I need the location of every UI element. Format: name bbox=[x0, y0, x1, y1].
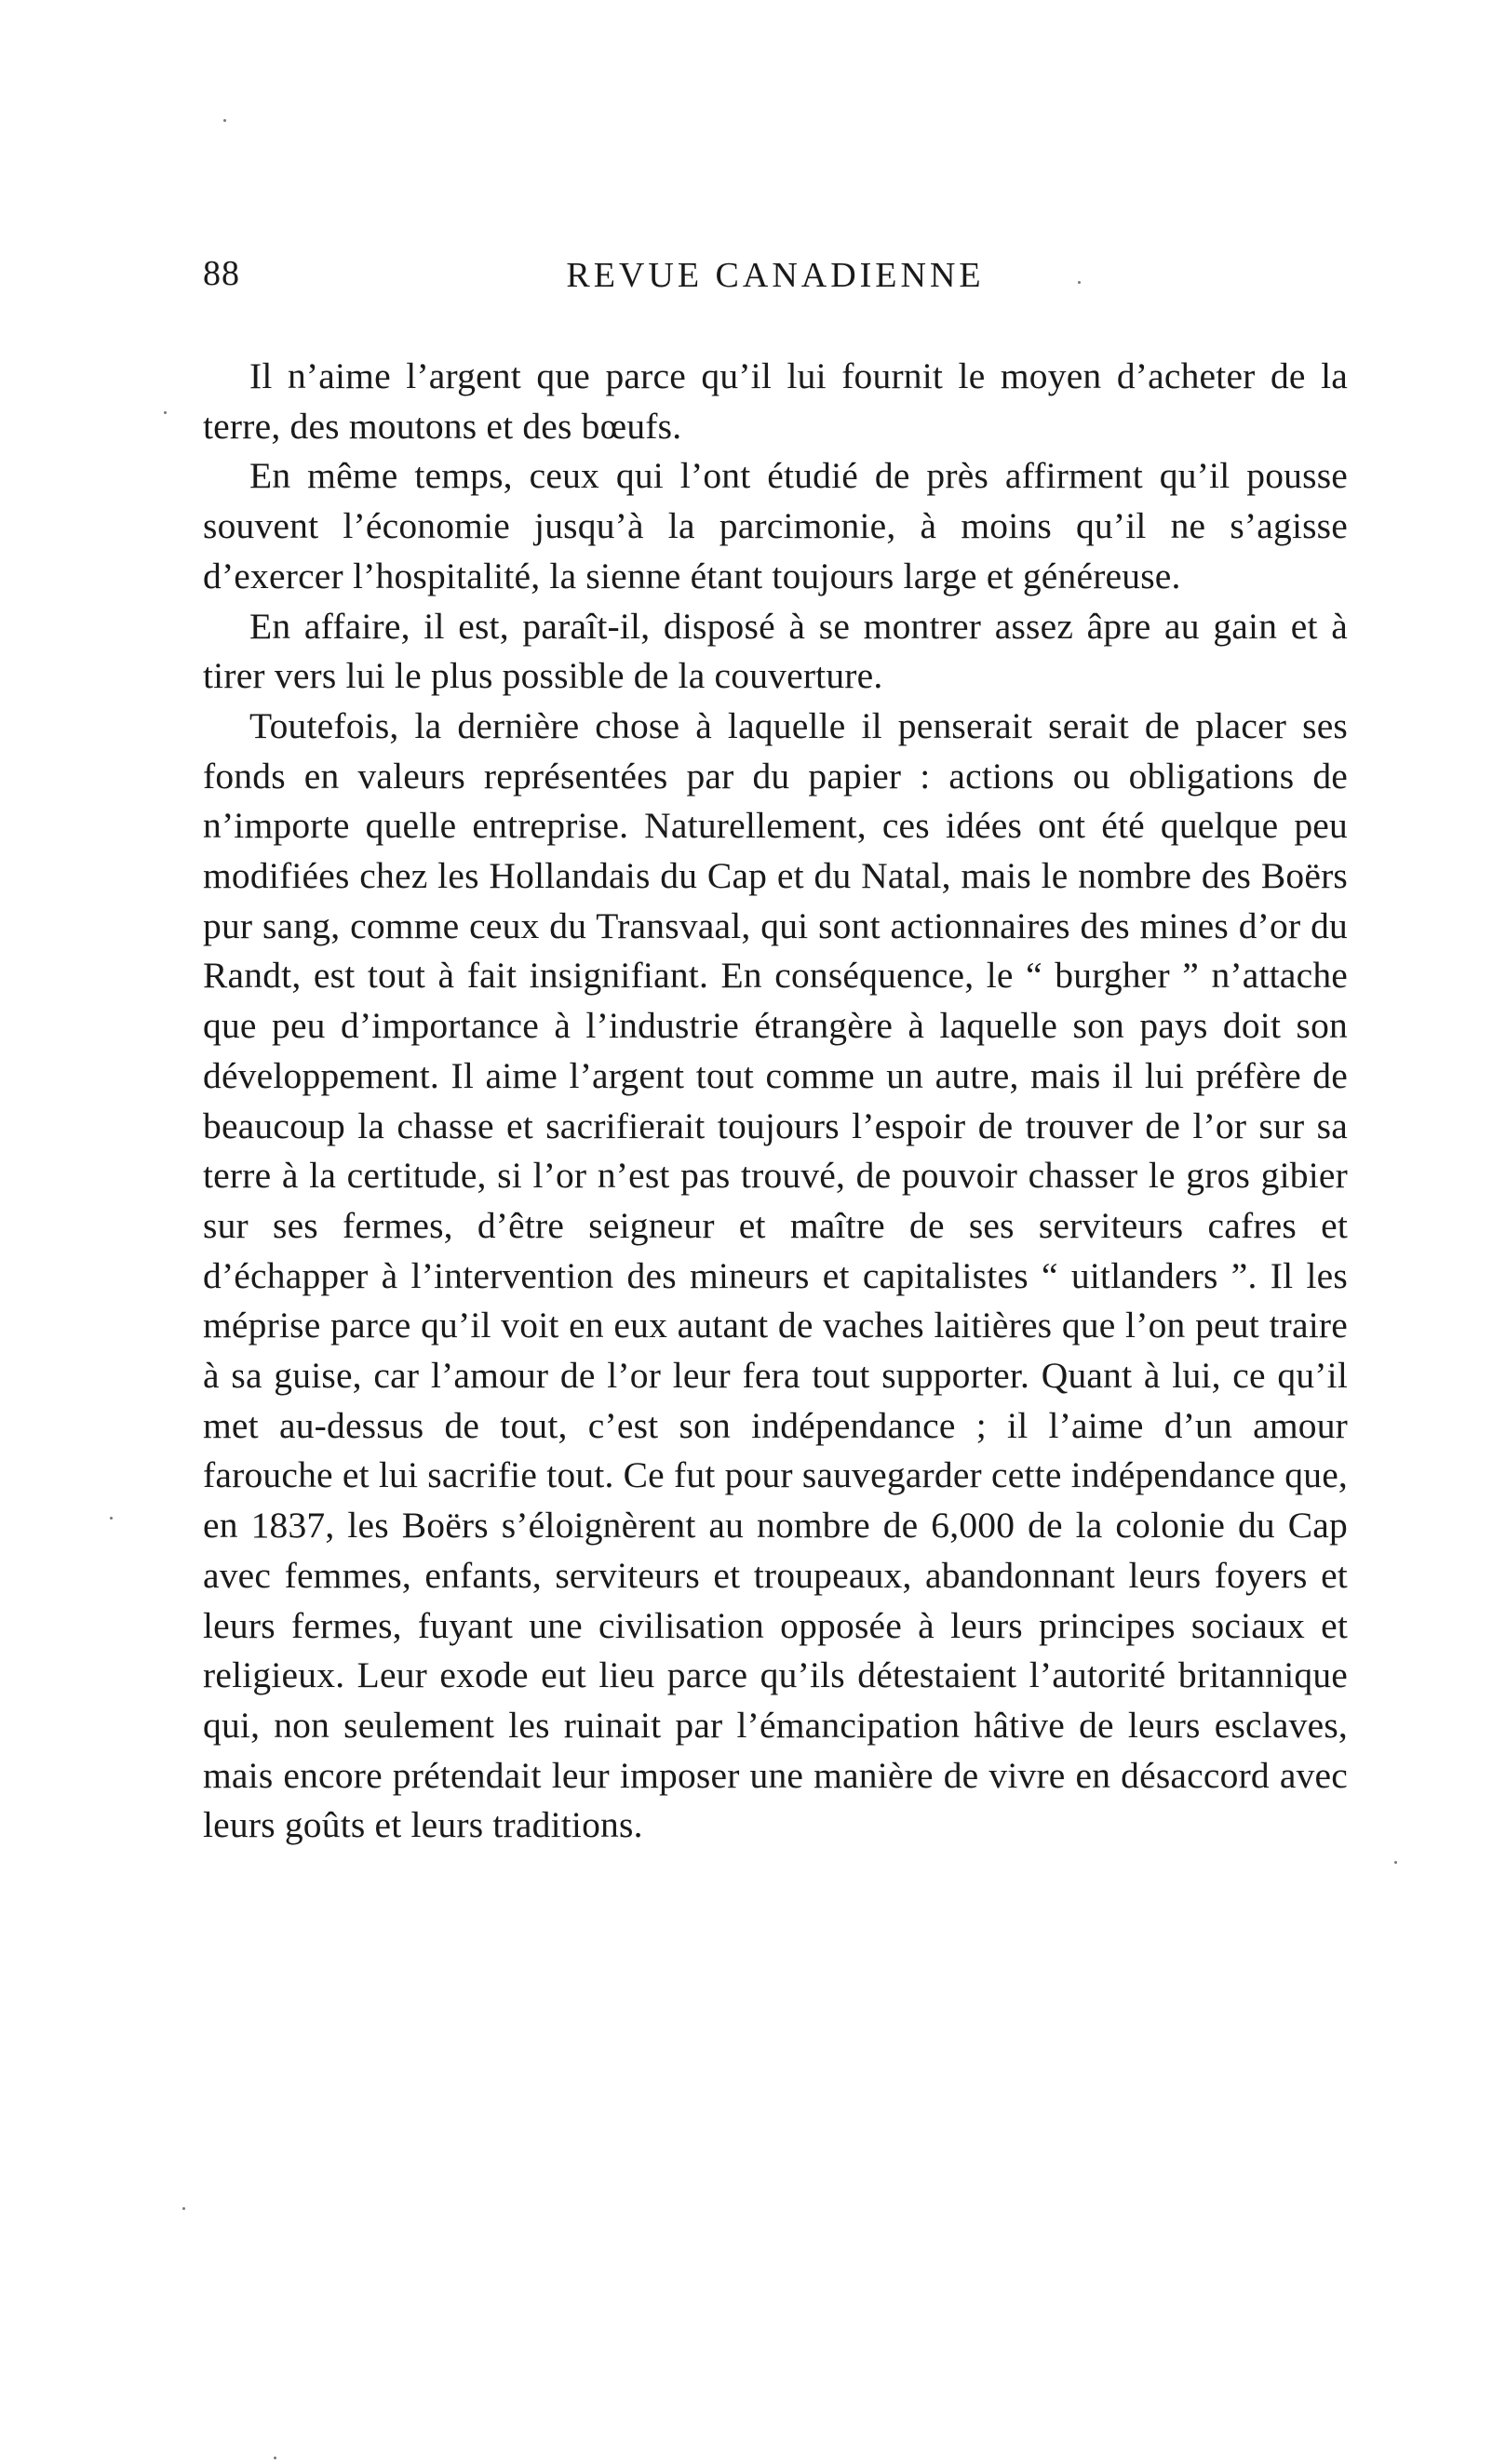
page-number: 88 bbox=[203, 254, 240, 293]
paragraph-3: En affaire, il est, paraît-il, disposé à se montrer assez âpre au gain et à tirer vers lui le plus possible de la couverture. bbox=[203, 605, 1348, 697]
body-text bbox=[203, 352, 1348, 1851]
scan-speck bbox=[223, 119, 226, 122]
scan-speck bbox=[274, 2457, 276, 2459]
scan-speck bbox=[110, 1517, 113, 1520]
scan-speck bbox=[1394, 1861, 1397, 1864]
scan-speck bbox=[182, 2207, 185, 2210]
page-header bbox=[203, 253, 1348, 309]
scan-speck bbox=[164, 411, 167, 414]
scan-speck bbox=[1078, 281, 1081, 284]
paragraph-4: Toutefois, la dernière chose à laquelle il penserait serait de placer ses fonds en valeurs représentées par du papier : actions ou obligations de n’importe quelle entreprise. Naturellement, ces idées ont été quelque peu modifiées chez les Hollandais du Cap et du Natal, mais le nombre des Boërs pur sang, comme ceux du Transvaal, qui sont actionnaires des mines d’or du Randt, est tout à fait insignifiant. En conséquence, le “ burgher ” n’attache que peu d’importance à l’industrie étrangère à laquelle son pays doit son développement. Il aime l’argent tout comme un autre, mais il lui préfère de beaucoup la chasse et sacrifierait toujours l’espoir de trouver de l’or sur sa terre à la certitude, si l’or n’est pas trouvé, de pouvoir chasser le gros gibier sur ses fermes, d’être seigneur et maître de ses serviteurs cafres et d’échapper à l’intervention des mineurs et capitalistes “ uitlanders ”. Il les méprise parce qu’il voit en eux autant de vaches laitières que l’on peut traire à sa guise, car l’amour de l’or leur fera tout supporter. Quant à lui, ce qu’il met au-dessus de tout, c’est son indépendance ; il l’aime d’un amour farouche et lui sacrifie tout. Ce fut pour sauvegarder cette indépendance que, en 1837, les Boërs s’éloignèrent au nombre de 6,000 de la colonie du Cap avec femmes, enfants, serviteurs et troupeaux, abandonnant leurs foyers et leurs fermes, fuyant une civilisation opposée à leurs principes sociaux et religieux. Leur exode eut lieu parce qu’ils détestaient l’autorité britannique qui, non seulement les ruinait par l’émancipation hâtive de leurs esclaves, mais encore prétendait leur imposer une manière de vivre en désaccord avec leurs goûts et leurs traditions. bbox=[203, 704, 1348, 1846]
paragraph-2: En même temps, ceux qui l’ont étudié de près affirment qu’il pousse souvent l’économie jusqu’à la parcimonie, à moins qu’il ne s’agisse d’exercer l’hospitalité, la sienne étant toujours large et généreuse. bbox=[203, 455, 1348, 596]
running-title: REVUE CANADIENNE bbox=[566, 256, 985, 295]
paragraph-1: Il n’aime l’argent que parce qu’il lui fournit le moyen d’acheter de la terre, des moutons et des bœufs. bbox=[203, 355, 1348, 447]
